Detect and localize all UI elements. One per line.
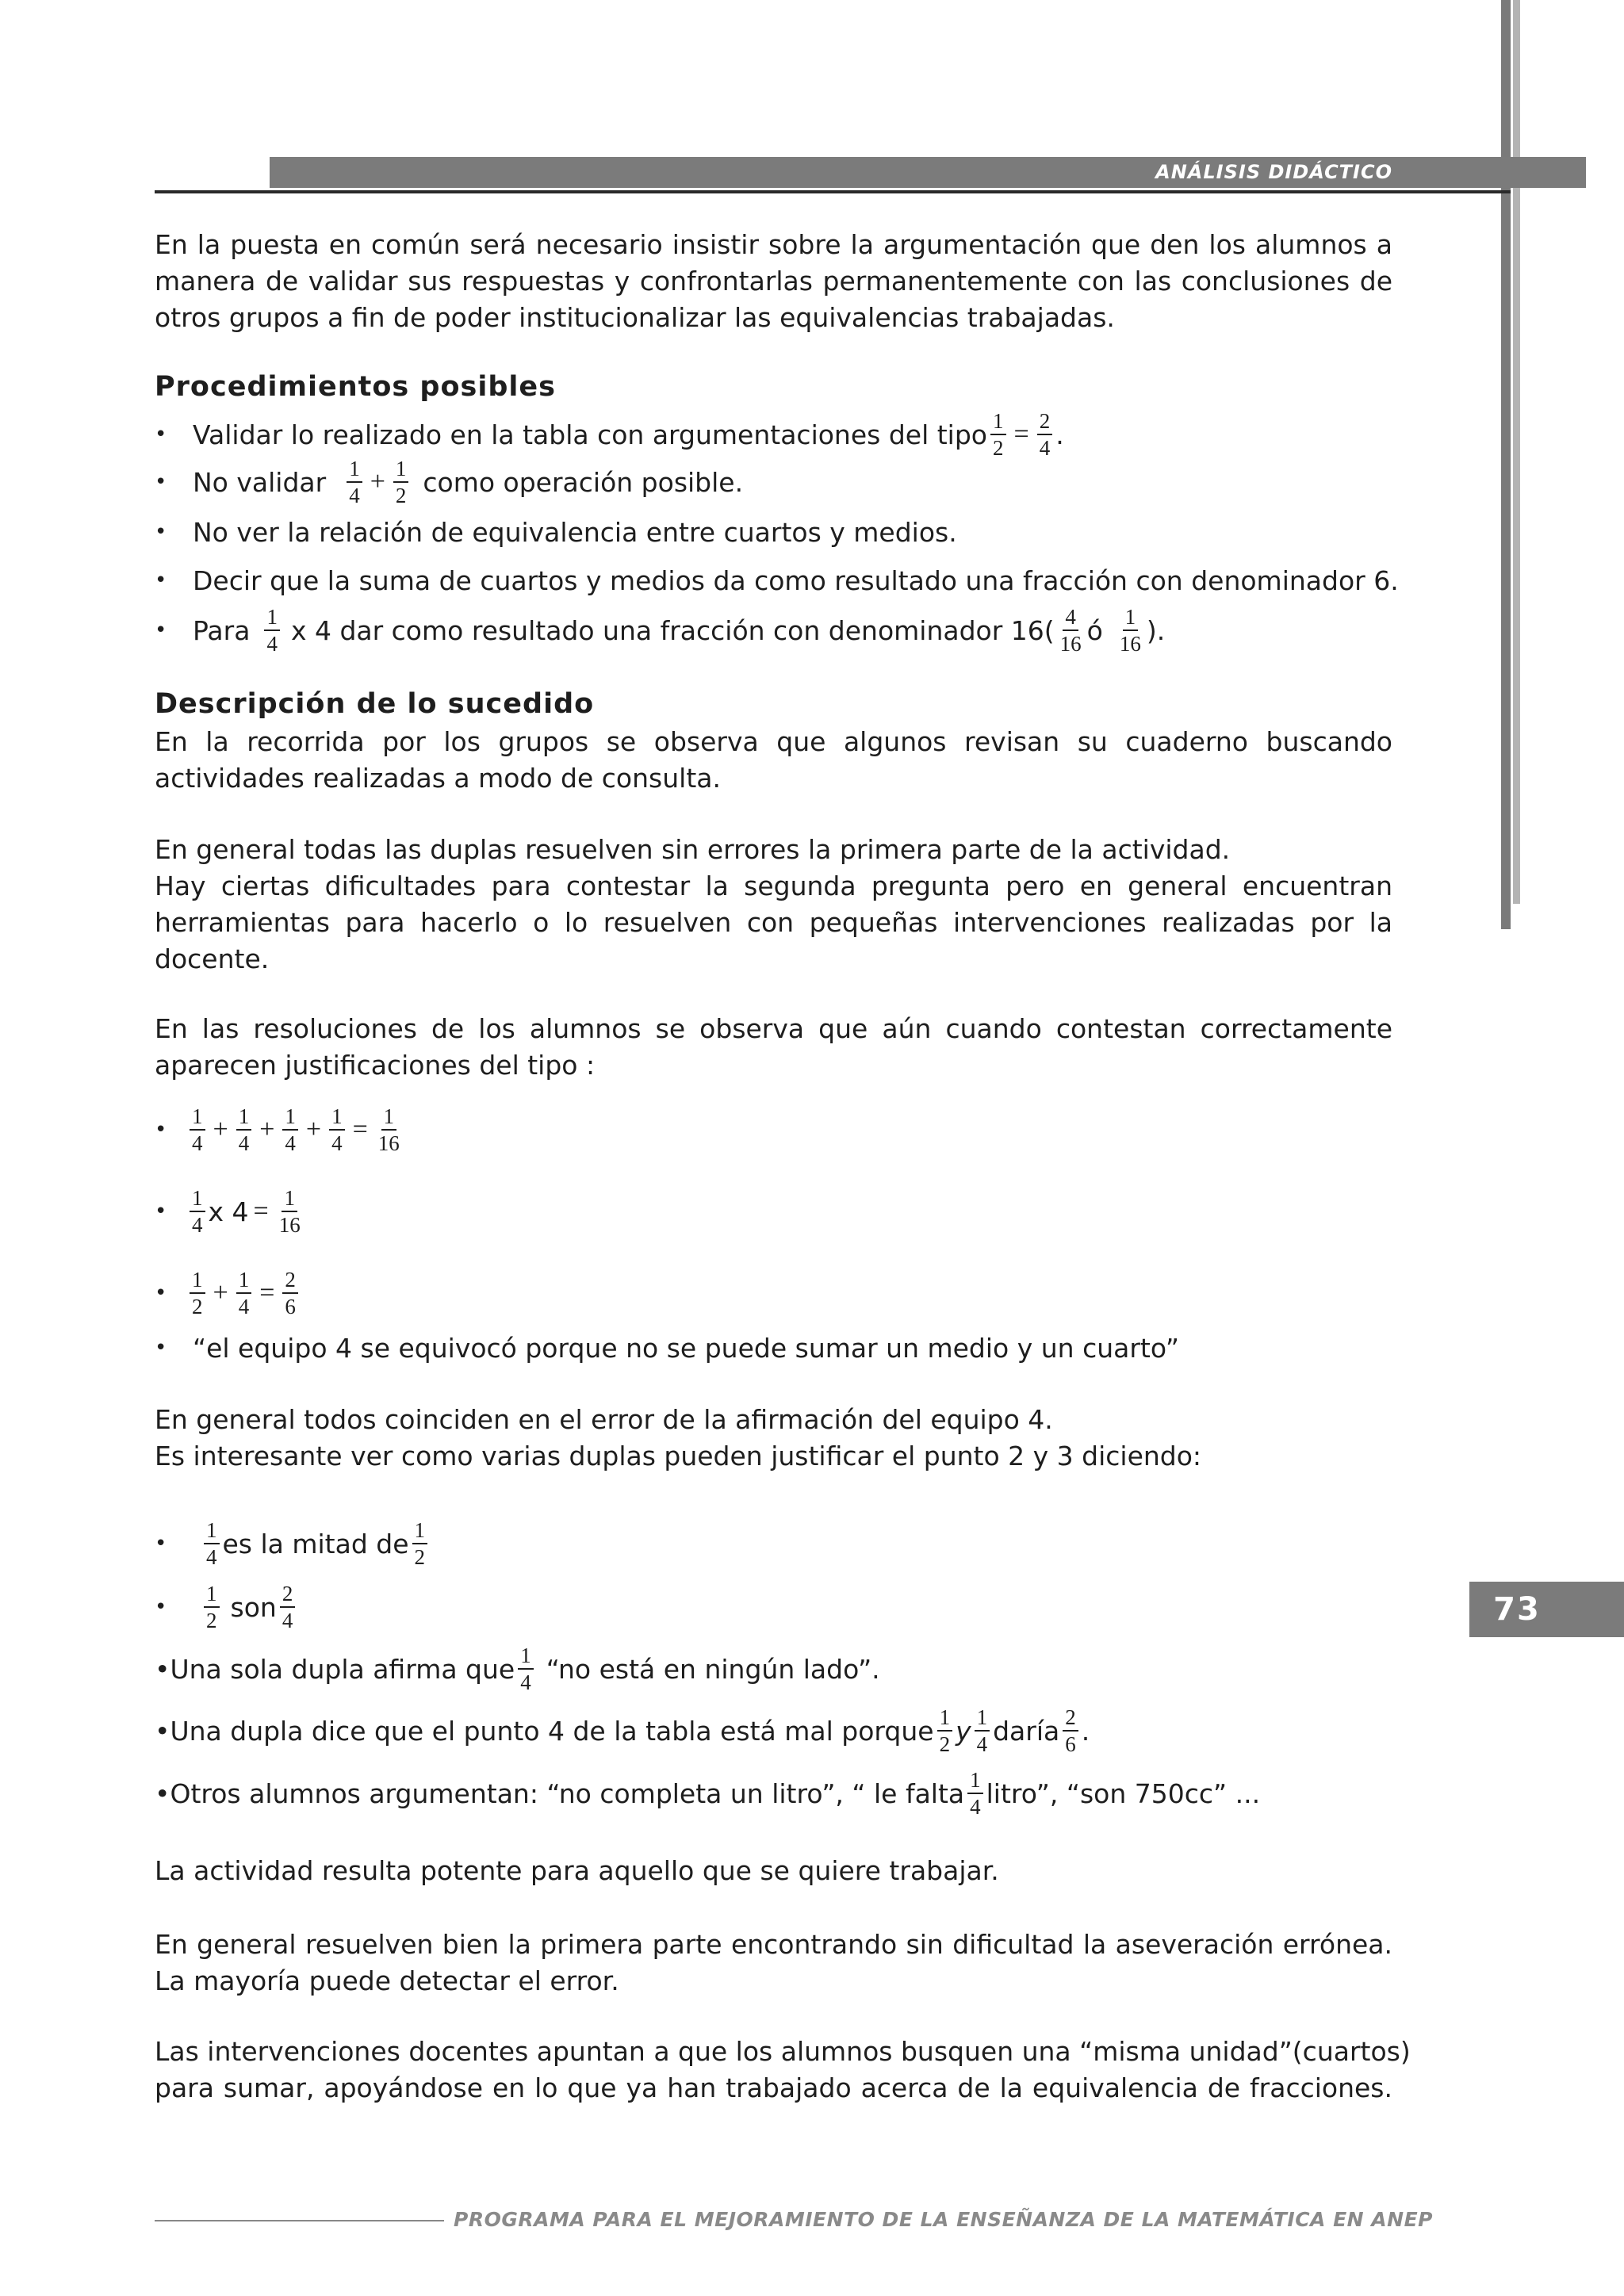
item-text: •Otros alumnos argumentan: “no completa un litro”, “ le falta [155, 1777, 965, 1809]
times-four: x 4 [208, 1196, 249, 1227]
fraction: $\frac{4}{16}$ [1059, 605, 1082, 656]
header-rule [155, 190, 1511, 193]
fraction: $\frac{1}{16}$ [1119, 605, 1141, 656]
decorative-vertical-bar-light [1513, 0, 1520, 904]
item-text: x 4 dar como resultado una fracción con denominador 16( [290, 614, 1055, 646]
text-line: para sumar, apoyándose en lo que ya han trabajado acerca de la equivalencia de fracciones. [155, 2072, 1392, 2103]
item-text: ). [1146, 614, 1166, 646]
equals-sign: = [253, 1196, 269, 1226]
fraction: $\frac{1}{4}$ [282, 1105, 298, 1154]
list-item [155, 1102, 405, 1158]
fraction: $\frac{1}{16}$ [278, 1186, 301, 1237]
fraction: $\frac{1}{4}$ [329, 1105, 345, 1154]
list-item [155, 553, 1399, 608]
item-text: •Una sola dupla afirma que [155, 1653, 515, 1685]
equals-sign: = [352, 1115, 368, 1144]
text-line: Hay ciertas dificultades para contestar la segunda pregunta pero en general encuentran [155, 871, 1392, 901]
fraction: $\frac{1}{4}$ [975, 1706, 990, 1755]
text-line: En la puesta en común será necesario insistir sobre la argumentación que den los alumnos a [155, 229, 1392, 260]
fraction: $\frac{1}{4}$ [518, 1644, 534, 1693]
item-text: “el equipo 4 se equivocó porque no se puede sumar un medio y un cuarto” [193, 1332, 1179, 1364]
page-number: 73 [1493, 1591, 1541, 1628]
fraction: $\frac{1}{16}$ [377, 1104, 400, 1155]
heading-descripcion: Descripción de lo sucedido [155, 688, 595, 720]
item-text: No ver la relación de equivalencia entre cuartos y medios. [193, 516, 957, 548]
item-text: Validar lo realizado en la tabla con argumentaciones del tipo [193, 419, 987, 450]
period: . [1055, 419, 1064, 450]
plus-sign: + [259, 1115, 275, 1144]
text-line: docente. [155, 943, 270, 974]
text-line: herramientas para hacerlo o lo resuelven con pequeñas intervenciones realizadas por la [155, 907, 1392, 938]
item-text: •Una dupla dice que el punto 4 de la tabla está mal porque [155, 1715, 934, 1747]
section-title: ANÁLISIS DIDÁCTICO [1155, 161, 1392, 183]
fraction: $\frac{1}{2}$ [393, 457, 409, 507]
fraction: $\frac{1}{4}$ [967, 1769, 983, 1818]
item-text: como operación posible. [423, 466, 744, 498]
bullet: • [155, 423, 167, 446]
text-line: actividades realizadas a modo de consulta. [155, 763, 721, 794]
list-item [155, 603, 1165, 658]
item-text: y [956, 1715, 971, 1747]
fraction: $\frac{1}{4}$ [236, 1269, 252, 1318]
bullet: • [155, 618, 167, 642]
plus-sign: + [213, 1115, 228, 1144]
list-item [155, 1641, 880, 1697]
item-text: No validar [193, 466, 327, 498]
equals-sign: = [259, 1278, 275, 1307]
fraction: $\frac{1}{4}$ [190, 1105, 205, 1154]
fraction: $\frac{1}{2}$ [412, 1519, 428, 1568]
item-text: Para [193, 614, 251, 646]
fraction: $\frac{1}{4}$ [190, 1187, 205, 1236]
fraction: $\frac{1}{2}$ [937, 1706, 953, 1755]
text-line: En general todos coinciden en el error de la afirmación del equipo 4. [155, 1404, 1053, 1435]
list-item [155, 1320, 1179, 1376]
equals-sign: = [1013, 419, 1029, 449]
item-text: ó [1086, 614, 1103, 646]
text-line: La mayoría puede detectar el error. [155, 1965, 619, 1996]
text-line: En general resuelven bien la primera parte encontrando sin dificultad la aseveración errónea. [155, 1929, 1392, 1960]
item-text: son [230, 1591, 277, 1623]
text-line: En general todas las duplas resuelven sin errores la primera parte de la actividad. [155, 834, 1231, 865]
text-line: aparecen justificaciones del tipo : [155, 1050, 596, 1081]
paragraph [155, 1402, 1392, 1475]
list-item [155, 1579, 298, 1635]
fraction: $\frac{2}{6}$ [282, 1269, 298, 1318]
paragraph [155, 1011, 1392, 1084]
paragraph [155, 832, 1392, 978]
text-line: otros grupos a fin de poder institucionalizar las equivalencias trabajadas. [155, 302, 1115, 333]
fraction: $\frac{2}{6}$ [1063, 1706, 1078, 1755]
text-line: Es interesante ver como varias duplas pueden justificar el punto 2 y 3 diciendo: [155, 1441, 1202, 1471]
item-text: Decir que la suma de cuartos y medios da como resultado una fracción con denominador 6. [193, 564, 1399, 596]
footer-rule [155, 2220, 444, 2221]
fraction: $\frac{1}{2}$ [190, 1269, 205, 1318]
fraction: $\frac{1}{2}$ [990, 410, 1006, 459]
fraction: $\frac{1}{4}$ [204, 1519, 220, 1568]
item-text: daría [993, 1715, 1060, 1747]
list-item [155, 504, 957, 560]
list-item [155, 454, 743, 510]
bullet: • [155, 1532, 167, 1556]
paragraph [155, 724, 1392, 797]
bullet: • [155, 520, 167, 544]
text-line: En las resoluciones de los alumnos se observa que aún cuando contestan correctamente [155, 1013, 1392, 1044]
period: . [1081, 1715, 1090, 1747]
decorative-vertical-bar [1501, 0, 1511, 929]
fraction: $\frac{2}{4}$ [1037, 410, 1053, 459]
text-line: Las intervenciones docentes apuntan a que los alumnos busquen una “misma unidad”(cuartos) [155, 2036, 1411, 2067]
list-item [155, 1184, 306, 1239]
text-line: En la recorrida por los grupos se observa que algunos revisan su cuaderno buscando [155, 726, 1392, 757]
list-item [155, 1265, 301, 1321]
fraction: $\frac{1}{2}$ [204, 1582, 220, 1632]
item-text: litro”, “son 750cc” ... [986, 1777, 1261, 1809]
bullet: • [155, 1336, 167, 1360]
fraction: $\frac{1}{4}$ [347, 457, 362, 507]
intro-paragraph [155, 227, 1392, 336]
fraction: $\frac{1}{4}$ [236, 1105, 252, 1154]
footer-text: PROGRAMA PARA EL MEJORAMIENTO DE LA ENSEÑANZA DE LA MATEMÁTICA EN ANEP [454, 2208, 1433, 2231]
bullet: • [155, 1595, 167, 1619]
item-text: es la mitad de [222, 1528, 409, 1559]
plus-sign: + [213, 1278, 228, 1307]
list-item [155, 1766, 1260, 1821]
text-line: manera de validar sus respuestas y confrontarlas permanentemente con las conclusiones de [155, 266, 1392, 297]
list-item [155, 1516, 431, 1571]
bullet: • [155, 470, 167, 494]
bullet: • [155, 1281, 167, 1305]
bullet: • [155, 1200, 167, 1223]
paragraph [155, 1927, 1392, 1999]
fraction: $\frac{2}{4}$ [280, 1582, 296, 1632]
item-text: “no está en ningún lado”. [546, 1653, 880, 1685]
bullet: • [155, 568, 167, 592]
text-line: La actividad resulta potente para aquello que se quiere trabajar. [155, 1855, 999, 1886]
plus-sign: + [370, 467, 385, 496]
heading-procedimientos: Procedimientos posibles [155, 371, 556, 403]
paragraph [155, 1853, 1392, 1889]
plus-sign: + [305, 1115, 322, 1144]
paragraph [155, 2034, 1411, 2107]
list-item [155, 1703, 1090, 1758]
bullet: • [155, 1118, 167, 1142]
fraction: $\frac{1}{4}$ [264, 606, 280, 655]
